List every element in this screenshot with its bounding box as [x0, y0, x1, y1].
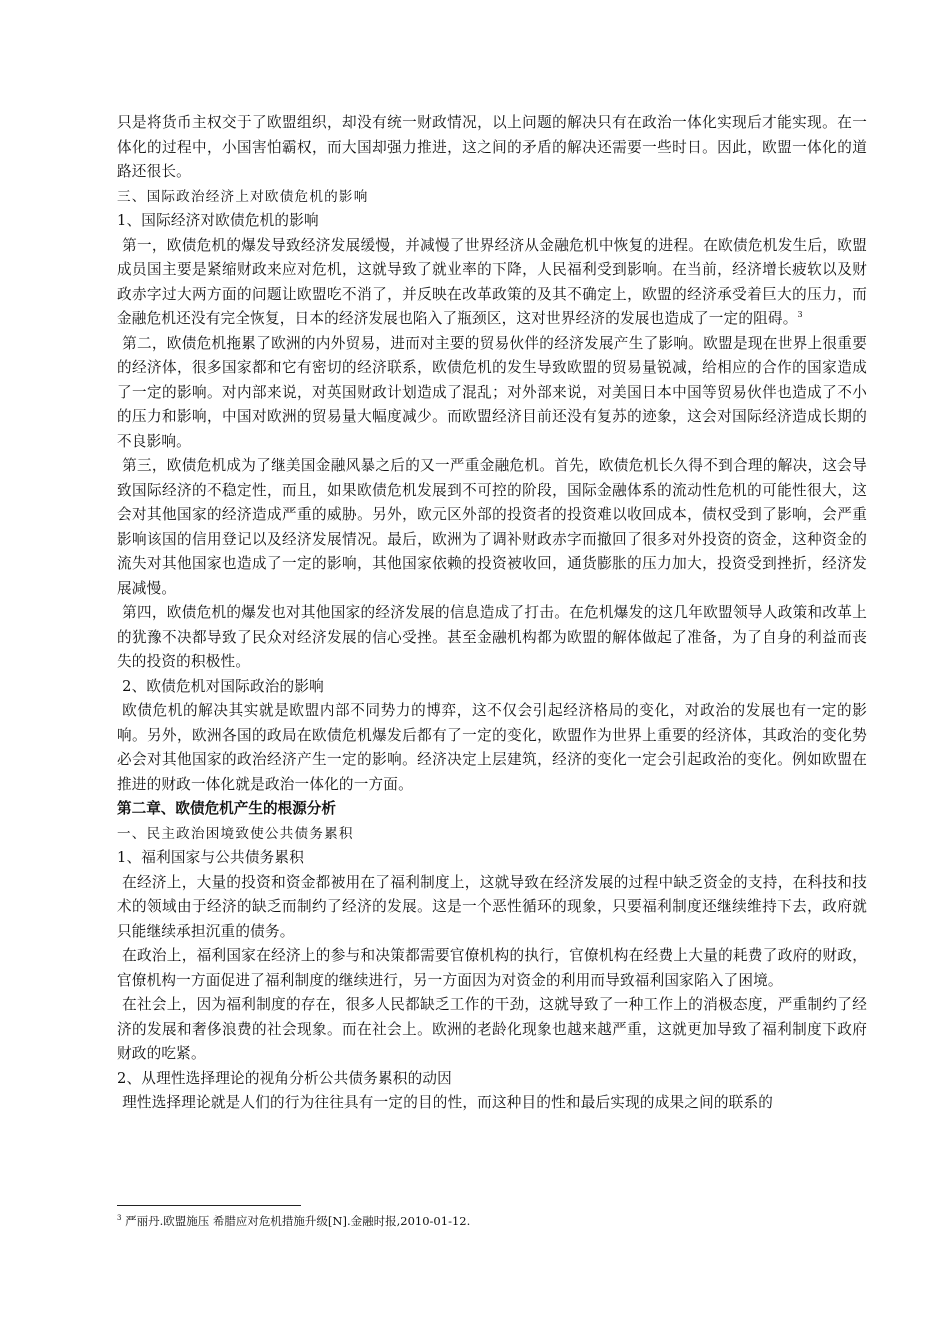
paragraph: 理性选择理论就是人们的行为往往具有一定的目的性，而这种目的性和最后实现的成果之间的联系的: [122, 1094, 774, 1111]
paragraph: 欧债危机的解决其实就是欧盟内部不同势力的博弈，这不仅会引起经济格局的变化，对政治的发展也有一定的影响。另外，欧洲各国的政局在欧债危机爆发后都有了一定的变化，欧盟作为世界上重要的经济体，其政治的变化势必会对其他国家的政治经济产生一定的影响。经济决定上层建筑，经济的变化一定会引起政治的变化。例如欧盟在推进的财政一体化就是政治一体化的一方面。: [117, 702, 867, 793]
subsection-heading: 1、国际经济对欧债危机的影响: [117, 212, 319, 229]
footnote-number: 3: [117, 1214, 122, 1223]
paragraph: 在政治上，福利国家在经济上的参与和决策都需要官僚机构的执行，官僚机构在经费上大量的耗费了政府的财政，官僚机构一方面促进了福利制度的继续进行，另一方面因为对资金的利用而导致福利国家陷入了困境。: [117, 947, 867, 989]
paragraph: 在社会上，因为福利制度的存在，很多人民都缺乏工作的干劲，这就导致了一种工作上的消极态度，严重制约了经济的发展和奢侈浪费的社会现象。而在社会上。欧洲的老龄化现象也越来越严重，这就更加导致了福利制度下政府财政的吃紧。: [117, 996, 867, 1062]
footnote-reference[interactable]: 3: [797, 310, 803, 320]
chapter-heading: 第二章、欧债危机产生的根源分析: [117, 800, 336, 817]
subsection-heading: 1、福利国家与公共债务累积: [117, 849, 305, 866]
paragraph: 第四，欧债危机的爆发也对其他国家的经济发展的信息造成了打击。在危机爆发的这几年欧盟领导人政策和改革上的犹豫不决都导致了民众对经济发展的信心受挫。甚至金融机构都为欧盟的解体做起了准备，为了自身的利益而丧失的投资的积极性。: [117, 604, 867, 670]
footnote: [117, 1213, 470, 1229]
footnote-separator: [117, 1205, 301, 1206]
paragraph-text: 第一，欧债危机的爆发导致经济发展缓慢，并减慢了世界经济从金融危机中恢复的进程。在欧债危机发生后，欧盟成员国主要是紧缩财政来应对危机，这就导致了就业率的下降，人民福利受到影响。在当前，经济增长疲软以及财政赤字过大两方面的问题让欧盟吃不消了，并反映在改革政策的及其不确定上，欧盟的经济承受着巨大的压力，而金融危机还没有完全恢复，日本的经济发展也陷入了瓶颈区，这对世界经济的发展也造成了一定的阻碍。: [117, 236, 867, 327]
subsection-heading: 2、从理性选择理论的视角分析公共债务累积的动因: [117, 1069, 452, 1087]
paragraph: 第二，欧债危机拖累了欧洲的内外贸易，进而对主要的贸易伙伴的经济发展产生了影响。欧盟是现在世界上很重要的经济体，很多国家都和它有密切的经济联系，欧债危机的发生导致欧盟的贸易量锐减，给相应的合作的国家造成了一定的影响。对内部来说，对英国财政计划造成了混乱；对外部来说，对美国日本中国等贸易伙伴也造成了不小的压力和影响，中国对欧洲的贸易量大幅度减少。而欧盟经济目前还没有复苏的迹象，这会对国际经济造成长期的不良影响。: [117, 334, 867, 450]
document-body: [117, 111, 867, 1116]
paragraph: 在经济上，大量的投资和资金都被用在了福利制度上，这就导致在经济发展的过程中缺乏资金的支持，在科技和技术的领域由于经济的缺乏而制约了经济的发展。这是一个恶性循环的现象，只要福利制度还继续维持下去，政府就只能继续承担沉重的债务。: [117, 873, 867, 940]
section-heading: 三、国际政治经济上对欧债危机的影响: [117, 188, 369, 205]
section-heading: 一、民主政治困境致使公共债务累积: [117, 825, 354, 842]
subsection-heading: 2、欧债危机对国际政治的影响: [122, 677, 324, 695]
paragraph: 第三，欧债危机成为了继美国金融风暴之后的又一严重金融危机。首先，欧债危机长久得不到合理的解决，这会导致国际经济的不稳定性，而且，如果欧债危机发展到不可控的阶段，国际金融体系的流动性危机的可能性很大，这会对其他国家的经济造成严重的威胁。另外，欧元区外部的投资者的投资难以收回成本，债权受到了影响，会严重影响该国的信用登记以及经济发展情况。最后，欧洲为了调补财政赤字而撤回了很多对外投资的资金，这种资金的流失对其他国家也造成了一定的影响，其他国家依赖的投资被收回，通货膨胀的压力加大，投资受到挫折，经济发展减慢。: [117, 457, 867, 597]
paragraph: 只是将货币主权交于了欧盟组织，却没有统一财政情况，以上问题的解决只有在政治一体化实现后才能实现。在一体化的过程中，小国害怕霸权，而大国却强力推进，这之间的矛盾的解决还需要一些时日。因此，欧盟一体化的道路还很长。: [117, 114, 867, 180]
paragraph: [117, 234, 867, 332]
footnote-text: 严丽丹.欧盟施压 希腊应对危机措施升级[N].金融时报,2010-01-12.: [121, 1214, 471, 1228]
